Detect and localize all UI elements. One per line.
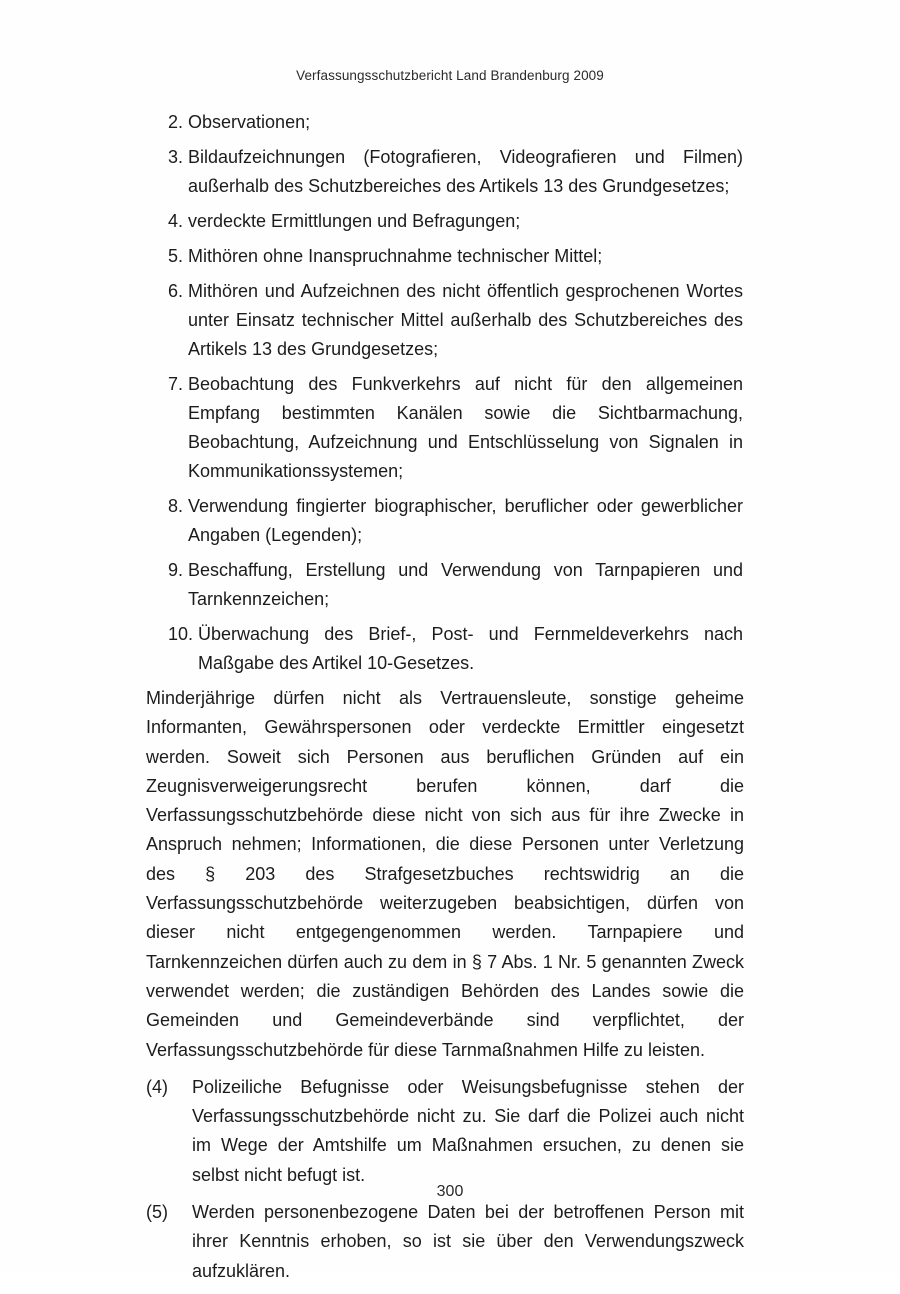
list-item-text: Beschaffung, Erstellung und Verwendung von Tarnpapieren und Tarnkennzeichen; <box>188 560 743 609</box>
list-item-text: Mithören ohne Inanspruchnahme technischer Mittel; <box>188 246 603 266</box>
list-item-number: 9. <box>168 560 184 580</box>
list-item-text: Überwachung des Brief-, Post- und Fernmeldeverkehrs nach Maßgabe des Artikel 10-Gesetzes. <box>198 624 743 673</box>
list-item-number: 7. <box>168 374 184 394</box>
list-item-text: Mithören und Aufzeichnen des nicht öffentlich gesprochenen Wortes unter Einsatz technischer Mittel außerhalb des Schutzbereiches des Artikels 13 des Grundgesetzes; <box>188 281 743 359</box>
section-paragraph-5 <box>146 1198 744 1286</box>
page-number: 300 <box>436 1183 464 1200</box>
list-item-text: Beobachtung des Funkverkehrs auf nicht für den allgemeinen Empfang bestimmten Kanälen sowie die Sichtbarmachung, Beobachtung, Aufzeichnung und Entschlüsselung von Signalen in Kommunikationssystemen; <box>188 374 743 481</box>
list-item-number: 3. <box>168 147 184 167</box>
list-item-text: Observationen; <box>188 112 311 132</box>
measures-list <box>168 108 743 678</box>
list-item-text: Verwendung fingierter biographischer, beruflicher oder gewerblicher Angaben (Legenden); <box>188 496 743 545</box>
list-item-number: 10. <box>168 624 194 644</box>
list-item <box>168 370 743 486</box>
section-number: (4) <box>146 1076 168 1097</box>
section-number: (5) <box>146 1202 168 1223</box>
list-item-number: 5. <box>168 246 184 266</box>
list-item <box>168 620 743 678</box>
body-paragraph: Minderjährige dürfen nicht als Vertrauensleute, sonstige geheime Informanten, Gewährspersonen oder verdeckte Ermittler eingesetzt werden. Soweit sich Personen aus beruflichen Gründen auf ein Zeugnisverweigerungsrecht berufen können, darf die Verfassungsschutzbehörde diese nicht von sich aus für ihre Zwecke in Anspruch nehmen; Informationen, die diese Personen unter Verletzung des § 203 des Strafgesetzbuches rechtswidrig an die Verfassungsschutzbehörde weiterzugeben beabsichtigen, dürfen von dieser nicht entgegengenommen werden. Tarnpapiere und Tarnkennzeichen dürfen auch zu dem in § 7 Abs. 1 Nr. 5 genannten Zweck verwendet werden; die zuständigen Behörden des Landes sowie die Gemeinden und Gemeindeverbände sind verpflichtet, der Verfassungsschutzbehörde für diese Tarnmaßnahmen Hilfe zu leisten. <box>146 688 744 1060</box>
section-paragraph-4 <box>146 1073 744 1190</box>
list-item <box>168 242 743 271</box>
list-item <box>168 108 743 137</box>
list-item-text: Bildaufzeichnungen (Fotografieren, Videografieren und Filmen) außerhalb des Schutzbereiches des Artikels 13 des Grundgesetzes; <box>188 147 743 196</box>
list-item <box>168 277 743 364</box>
list-item-number: 8. <box>168 496 184 516</box>
list-item <box>168 143 743 201</box>
list-item-number: 4. <box>168 211 184 231</box>
section-text: Werden personenbezogene Daten bei der betroffenen Person mit ihrer Kenntnis erhoben, so ist sie über den Verwendungszweck aufzuklären. <box>192 1202 744 1281</box>
page-content <box>146 108 744 1294</box>
list-item-number: 6. <box>168 281 184 301</box>
list-item <box>168 492 743 550</box>
list-item <box>168 207 743 236</box>
list-item <box>168 556 743 614</box>
running-header: Verfassungsschutzbericht Land Brandenburg 2009 <box>296 68 604 83</box>
section-text: Polizeiliche Befugnisse oder Weisungsbefugnisse stehen der Verfassungsschutzbehörde nicht zu. Sie darf die Polizei auch nicht im Wege der Amtshilfe um Maßnahmen ersuchen, zu denen sie selbst nicht befugt ist. <box>192 1076 744 1185</box>
list-item-text: verdeckte Ermittlungen und Befragungen; <box>188 211 521 231</box>
list-item-number: 2. <box>168 112 184 132</box>
